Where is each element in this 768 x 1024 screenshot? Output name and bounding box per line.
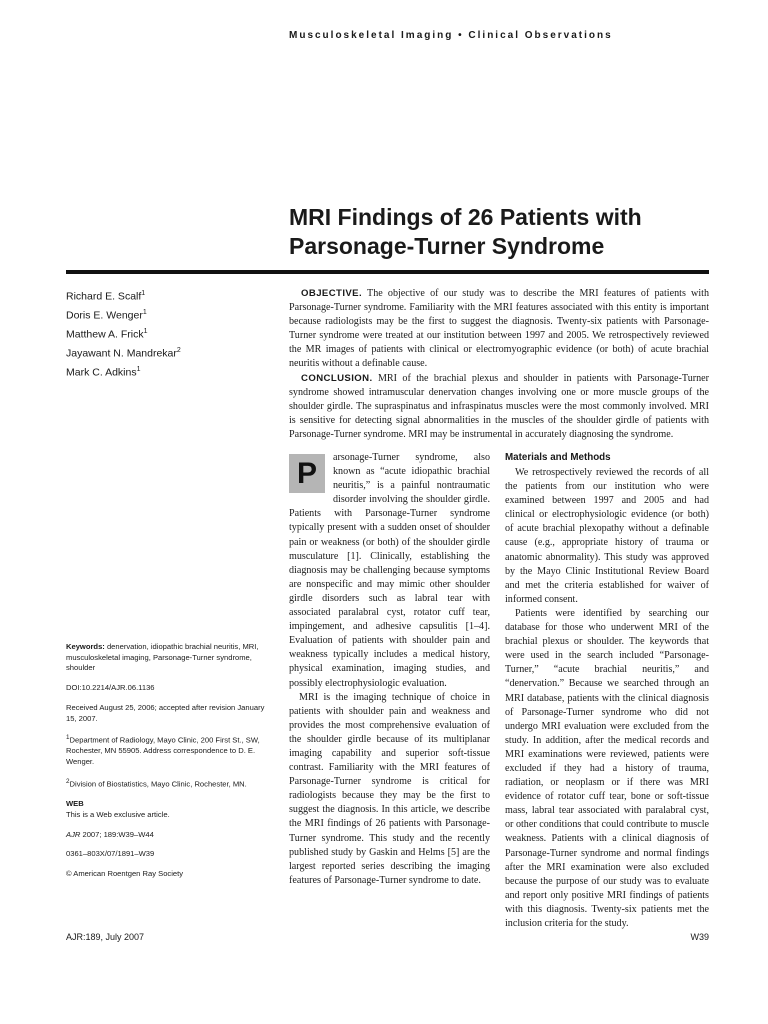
footer-journal-issue: AJR:189, July 2007	[66, 932, 145, 942]
article-sidebar	[66, 642, 276, 889]
abstract	[289, 287, 709, 442]
web-text: This is a Web exclusive article.	[66, 809, 170, 819]
abstract-conclusion: CONCLUSION. MRI of the brachial plexus and shoulder in patients with Parsonage-Turner syndrome showed intramuscular denervation changes involving one or more muscle groups of the shoulder girdle. The supraspinatus and infraspinatus muscles were the most commonly involved. MRI is sensitive for detecting signal abnormalities in the muscles of the shoulder girdle of patients with Parsonage-Turner syndrome. MRI may be instrumental in accurately diagnosing the syndrome.	[289, 372, 709, 440]
author: Doris E. Wenger$^1$	[66, 309, 147, 322]
author-list	[66, 286, 266, 381]
abstract-objective: OBJECTIVE. The objective of our study was to describe the MRI features of patients with Parsonage-Turner syndrome. Familiarity with the MRI features associated with this entity is important because radiologists may be the first to suggest the diagnosis. Twenty-six patients with Parsonage-Turner syndrome were treated at our institution between 1997 and 2005. We retrospectively reviewed the MR images of patients with clinical or electromyographic evidence (or both) of acute brachial neuritis without a definable cause.	[289, 288, 709, 370]
issn: 0361–803X/07/1891–W39	[66, 849, 155, 859]
author: Jayawant N. Mandrekar$^2$	[66, 347, 181, 360]
intro-paragraph: MRI is the imaging technique of choice in patients with shoulder pain and weakness and provides the most comprehensive evaluation of the shoulder girdle because of its multiplanar imaging capability and superior soft-tissue contrast. Familiarity with the MRI features of Parsonage-Turner syndrome is critical for radiologists because they may be the first to suggest the diagnosis. In this article, we describe the MRI findings of 26 patients with Parsonage-Turner syndrome. This study and the recently published study by Gaskin and Helms [5] are the largest reported series describing the imaging features of Parsonage-Turner syndrome to date.	[289, 691, 490, 886]
article-title	[289, 203, 729, 261]
author: Matthew A. Frick$^1$	[66, 328, 148, 341]
doi: DOI:10.2214/AJR.06.1136	[66, 683, 155, 693]
author: Richard E. Scalf$^1$	[66, 290, 146, 303]
citation: AJR 2007; 189:W39–W44	[66, 829, 154, 839]
keywords: Keywords: denervation, idiopathic brachial neuritis, MRI, musculoskeletal imaging, Parsonage-Turner syndrome, shoulder	[66, 642, 259, 673]
intro-paragraph: P arsonage-Turner syndrome, also known as “acute idiopathic brachial neuritis,” is a painful nontraumatic disorder involving the shoulder girdle. Patients with Parsonage-Turner syndrome typically present with a sudden onset of shoulder pain or weakness (or both) of the shoulder girdle musculature [1]. Clinically, establishing the diagnosis may be challenging because symptoms are nonspecific and may mimic other shoulder girdle disorders such as labral tear with associated paralabral cyst, rotator cuff tear, impingement, and adhesive capsulitis [1–4]. Evaluation of patients with shoulder pain and weakness typically includes a medical history, physical examination, imaging studies, and possibly electrophysiologic evaluation.	[289, 452, 490, 689]
title-line-2: Parsonage-Turner Syndrome	[289, 233, 605, 259]
received-dates: Received August 25, 2006; accepted after revision January 15, 2007.	[66, 702, 265, 723]
footer-page-number: W39	[690, 932, 709, 942]
affiliation-1: $^1$Department of Radiology, Mayo Clinic, 200 First St., SW, Rochester, MN 55905. Address correspondence to D. E. Wenger.	[66, 734, 260, 767]
title-rule	[66, 270, 709, 274]
methods-paragraph: Patients were identified by searching our database for those who underwent MRI of the brachial plexus or shoulder. The keywords that were used in the search included “Parsonage-Turner,” “acute brachial neuritis,” and “denervation.” Because we searched through an MRI database, patients with the clinical diagnosis of Parsonage-Turner syndrome who did not undergo MRI evaluation were excluded from the study. In addition, after the medical records and MRI examinations were reviewed, patients were excluded if they had a history of trauma, radiation, or neoplasm or if there was MRI evidence of rotator cuff tear, bone or soft-tissue mass, labral tear associated with paralabral cyst, or other conditions that could contribute to muscle weakness. Patients with a clinical diagnosis of Parsonage-Turner syndrome and normal findings after the MRI examination were also excluded because the purpose of our study was to evaluate and report only positive MRI findings of patients with this diagnosis. Twenty-six patients met the inclusion criteria for the study.	[505, 607, 709, 929]
section-heading-methods: Materials and Methods	[505, 452, 611, 463]
title-line-1: MRI Findings of 26 Patients with	[289, 204, 642, 230]
web-heading: WEB	[66, 799, 84, 809]
drop-cap: P	[289, 454, 325, 493]
running-head: Musculoskeletal Imaging • Clinical Observations	[289, 30, 613, 41]
web-notice	[66, 799, 276, 820]
author: Mark C. Adkins$^1$	[66, 366, 141, 379]
body-column-1	[289, 451, 490, 888]
copyright: © American Roentgen Ray Society	[66, 868, 184, 878]
affiliation-2: $^2$Division of Biostatistics, Mayo Clinic, Rochester, MN.	[66, 777, 247, 789]
methods-paragraph: We retrospectively reviewed the records of all the patients from our institution who were examined between 1997 and 2005 and had clinical or electrophysiologic evidence (or both) of acute brachial plexopathy without a definable cause (e.g., appropriate history of trauma or anatomic abnormality). This study was approved by the Mayo Clinic Institutional Review Board and met the criteria established for waiver of informed consent.	[505, 467, 709, 605]
body-column-2	[505, 451, 709, 931]
